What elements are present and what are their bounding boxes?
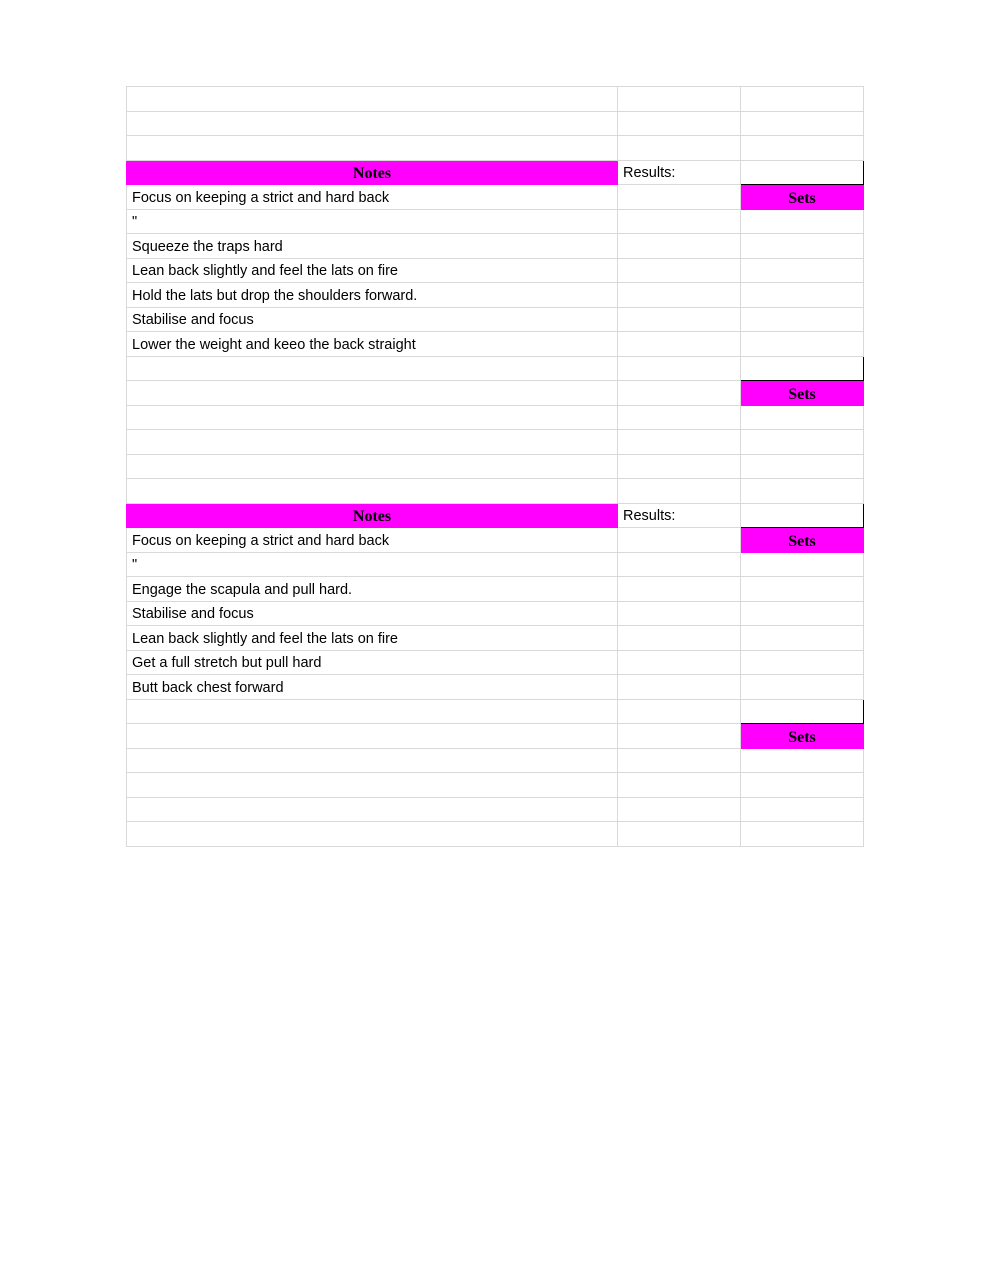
cell[interactable]	[618, 209, 741, 234]
cell[interactable]	[741, 601, 864, 626]
cell[interactable]	[741, 87, 864, 112]
table-row	[127, 430, 864, 455]
cell[interactable]	[618, 626, 741, 651]
note-cell[interactable]: Butt back chest forward	[127, 675, 618, 700]
sets-header[interactable]: Sets	[741, 381, 864, 406]
cell[interactable]	[127, 724, 618, 749]
notes-header[interactable]: Notes	[127, 503, 618, 528]
cell[interactable]	[127, 699, 618, 724]
results-input-cell[interactable]	[741, 503, 864, 528]
cell[interactable]	[618, 650, 741, 675]
cell[interactable]	[127, 111, 618, 136]
results-input-cell[interactable]	[741, 160, 864, 185]
table-row	[127, 405, 864, 430]
cell[interactable]	[741, 258, 864, 283]
cell[interactable]	[741, 136, 864, 161]
cell[interactable]	[741, 626, 864, 651]
cell[interactable]	[618, 528, 741, 553]
cell[interactable]	[618, 258, 741, 283]
table-row	[127, 626, 864, 651]
cell[interactable]	[618, 185, 741, 210]
cell[interactable]	[127, 822, 618, 847]
cell[interactable]	[741, 748, 864, 773]
cell[interactable]	[741, 773, 864, 798]
cell[interactable]	[618, 307, 741, 332]
table-row	[127, 454, 864, 479]
table-row	[127, 234, 864, 259]
note-cell[interactable]: Lower the weight and keeo the back straight	[127, 332, 618, 357]
note-cell[interactable]: Lean back slightly and feel the lats on fire	[127, 258, 618, 283]
results-label[interactable]: Results:	[618, 503, 741, 528]
table-row	[127, 87, 864, 112]
cell[interactable]	[127, 430, 618, 455]
note-cell[interactable]: Hold the lats but drop the shoulders forward.	[127, 283, 618, 308]
table-row	[127, 356, 864, 381]
note-cell[interactable]: Stabilise and focus	[127, 601, 618, 626]
cell[interactable]	[618, 454, 741, 479]
cell[interactable]	[618, 234, 741, 259]
cell[interactable]	[618, 675, 741, 700]
cell[interactable]	[618, 552, 741, 577]
cell[interactable]	[741, 454, 864, 479]
table-row	[127, 675, 864, 700]
table-row	[127, 332, 864, 357]
cell[interactable]	[618, 797, 741, 822]
notes-header[interactable]: Notes	[127, 160, 618, 185]
note-cell[interactable]: Get a full stretch but pull hard	[127, 650, 618, 675]
cell[interactable]	[741, 307, 864, 332]
cell[interactable]	[127, 381, 618, 406]
note-cell[interactable]: "	[127, 552, 618, 577]
table-row	[127, 209, 864, 234]
note-cell[interactable]: Lean back slightly and feel the lats on fire	[127, 626, 618, 651]
cell[interactable]	[741, 111, 864, 136]
table-row	[127, 283, 864, 308]
cell[interactable]	[127, 405, 618, 430]
table-row	[127, 797, 864, 822]
cell[interactable]	[741, 797, 864, 822]
table-row	[127, 528, 864, 553]
cell[interactable]	[618, 724, 741, 749]
cell[interactable]	[127, 87, 618, 112]
table-row	[127, 185, 864, 210]
cell[interactable]	[618, 748, 741, 773]
cell[interactable]	[618, 332, 741, 357]
cell[interactable]	[741, 234, 864, 259]
cell[interactable]	[741, 675, 864, 700]
cell[interactable]	[127, 454, 618, 479]
cell[interactable]	[741, 283, 864, 308]
cell[interactable]	[618, 381, 741, 406]
sets-input-cell[interactable]	[741, 356, 864, 381]
sets-header[interactable]: Sets	[741, 724, 864, 749]
table-row	[127, 307, 864, 332]
note-cell[interactable]: Squeeze the traps hard	[127, 234, 618, 259]
cell[interactable]	[618, 773, 741, 798]
cell[interactable]	[618, 111, 741, 136]
table-row	[127, 503, 864, 528]
table-row	[127, 577, 864, 602]
cell[interactable]	[618, 356, 741, 381]
cell[interactable]	[127, 356, 618, 381]
table-row	[127, 258, 864, 283]
cell[interactable]	[618, 822, 741, 847]
sets-input-cell[interactable]	[741, 699, 864, 724]
table-row	[127, 724, 864, 749]
spreadsheet-grid	[126, 86, 864, 847]
cell[interactable]	[741, 332, 864, 357]
table-row	[127, 601, 864, 626]
cell[interactable]	[741, 650, 864, 675]
cell[interactable]	[618, 601, 741, 626]
cell[interactable]	[741, 479, 864, 504]
table-row	[127, 552, 864, 577]
cell[interactable]	[618, 577, 741, 602]
cell[interactable]	[618, 283, 741, 308]
note-cell[interactable]: "	[127, 209, 618, 234]
results-label[interactable]: Results:	[618, 160, 741, 185]
cell[interactable]	[741, 552, 864, 577]
note-cell[interactable]: Focus on keeping a strict and hard back	[127, 185, 618, 210]
cell[interactable]	[618, 136, 741, 161]
cell[interactable]	[127, 479, 618, 504]
sets-header[interactable]: Sets	[741, 528, 864, 553]
cell[interactable]	[127, 136, 618, 161]
table-row	[127, 822, 864, 847]
cell[interactable]	[127, 748, 618, 773]
cell[interactable]	[618, 479, 741, 504]
cell[interactable]	[741, 209, 864, 234]
cell[interactable]	[618, 430, 741, 455]
cell[interactable]	[618, 405, 741, 430]
note-cell[interactable]: Engage the scapula and pull hard.	[127, 577, 618, 602]
table-row	[127, 699, 864, 724]
cell[interactable]	[741, 405, 864, 430]
cell[interactable]	[127, 773, 618, 798]
table-row	[127, 773, 864, 798]
table-row	[127, 748, 864, 773]
cell[interactable]	[618, 699, 741, 724]
table-row	[127, 479, 864, 504]
table-row	[127, 160, 864, 185]
cell[interactable]	[127, 797, 618, 822]
cell[interactable]	[618, 87, 741, 112]
cell[interactable]	[741, 577, 864, 602]
sets-header[interactable]: Sets	[741, 185, 864, 210]
note-cell[interactable]: Focus on keeping a strict and hard back	[127, 528, 618, 553]
table-row	[127, 136, 864, 161]
cell[interactable]	[741, 822, 864, 847]
cell[interactable]	[741, 430, 864, 455]
table-row	[127, 111, 864, 136]
table-row	[127, 381, 864, 406]
table-row	[127, 650, 864, 675]
note-cell[interactable]: Stabilise and focus	[127, 307, 618, 332]
